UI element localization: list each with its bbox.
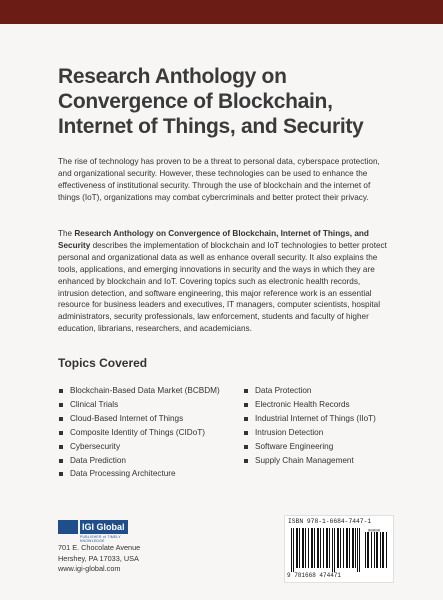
paragraph-2-prefix: The [58,229,75,238]
isbn-barcode-box [284,515,394,583]
publisher-address [58,543,140,575]
book-title-line-3: Internet of Things, and Security [58,115,364,138]
topic-item: Supply Chain Management [243,454,376,468]
topic-item: Clinical Trials [58,398,220,412]
address-line-1: 701 E. Chocolate Avenue [58,543,141,552]
description-paragraph-1: The rise of technology has proven to be a threat to personal data, cyberspace protection, and organizational security. However, these technologies can be used to enhance the effectiveness of institutional security. Through the use of blockchain and the internet of things (IoT), organizations may combat cybercriminals and better protect their privacy. [58,157,380,202]
topic-item: Data Protection [243,384,376,398]
topic-item: Data Prediction [58,454,220,468]
topic-item: Electronic Health Records [243,398,376,412]
topic-item: Cloud-Based Internet of Things [58,412,220,426]
topics-list-left [58,384,220,481]
logo-wordmark: IGI Global [80,520,128,534]
publisher-website: www.igi-global.com [58,564,121,573]
price-code: 90000 [368,529,381,534]
topic-item: Cybersecurity [58,440,220,454]
logo-mark-icon [58,520,78,534]
topic-item: Data Processing Architecture [58,467,220,481]
address-line-2: Hershey, PA 17033, USA [58,553,139,563]
topic-item: Blockchain-Based Data Market (BCBDM) [58,384,220,398]
book-title-line-2: Convergence of Blockchain, [58,90,333,113]
topic-item: Industrial Internet of Things (IIoT) [243,412,376,426]
book-title-line-1: Research Anthology on [58,65,287,88]
book-title [58,64,398,139]
topic-item: Software Engineering [243,440,376,454]
isbn-number: ISBN 978-1-6684-7447-1 [288,518,372,525]
paragraph-2-book-title: Research Anthology on Convergence of Blockchain, Internet of Things, and Security [58,229,369,250]
logo-tagline: PUBLISHER of TIMELY KNOWLEDGE [80,535,121,543]
barcode-digits: 9 781668 474471 [287,572,342,579]
top-color-band [0,0,443,24]
topic-item: Composite Identity of Things (CIDoT) [58,426,220,440]
topics-heading: Topics Covered [58,356,148,370]
publisher-logo [58,520,128,543]
paragraph-2-body: describes the implementation of blockchain and IoT technologies to better protect personal and organizational data as well as enhance overall security. It also explains the tools, applications, and emerging innovations in security and the ways in which they are enhanced by blockchain and IoT. Covering topics such as electronic health records, intrusion detection, and software engineering, this major reference work is an essential resource for business leaders and executives, IT managers, computer scientists, hospital administrators, security professionals, law enforcement, students and faculty of higher education, librarians, researchers, and academicians. [58,240,387,334]
barcode-icon [289,528,389,572]
topic-item: Intrusion Detection [243,426,376,440]
description-paragraph-2 [58,228,393,335]
topics-list-right [243,384,376,467]
